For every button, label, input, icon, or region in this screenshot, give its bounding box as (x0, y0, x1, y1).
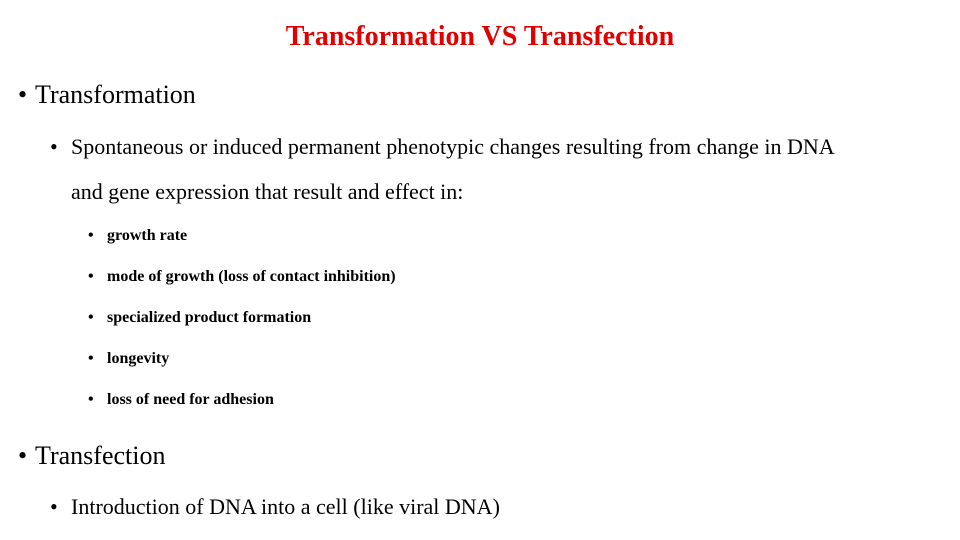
effect-item (88, 268, 396, 286)
bullet-icon: • (50, 494, 58, 519)
section-heading-transfection (18, 441, 165, 471)
bullet-icon: • (88, 350, 94, 367)
section-heading-label: Transformation (35, 80, 196, 109)
transfection-definition (50, 494, 500, 520)
bullet-icon: • (50, 134, 58, 159)
effect-label: growth rate (107, 227, 188, 244)
effect-item (88, 227, 187, 245)
slide-title: Transformation VS Transfection (285, 21, 675, 52)
effect-label: longevity (107, 350, 170, 367)
bullet-icon: • (18, 80, 28, 109)
bullet-icon: • (88, 268, 94, 285)
bullet-icon: • (88, 309, 94, 326)
definition-text-line2: and gene expression that result and effect in: (71, 179, 464, 204)
bullet-icon: • (18, 441, 28, 470)
effect-item (88, 350, 169, 368)
transformation-definition (50, 134, 835, 160)
section-heading-label: Transfection (35, 441, 166, 470)
definition-text-line1: Spontaneous or induced permanent phenotypic changes resulting from change in DNA (71, 134, 835, 159)
effect-item (88, 391, 274, 409)
bullet-icon: • (88, 227, 94, 244)
bullet-icon: • (88, 391, 94, 408)
effect-label: loss of need for adhesion (107, 391, 274, 408)
effect-item (88, 309, 311, 327)
definition-text-line1: Introduction of DNA into a cell (like viral DNA) (71, 494, 500, 519)
effect-label: mode of growth (loss of contact inhibition) (107, 268, 396, 285)
section-heading-transformation (18, 80, 196, 110)
effect-label: specialized product formation (107, 309, 312, 326)
